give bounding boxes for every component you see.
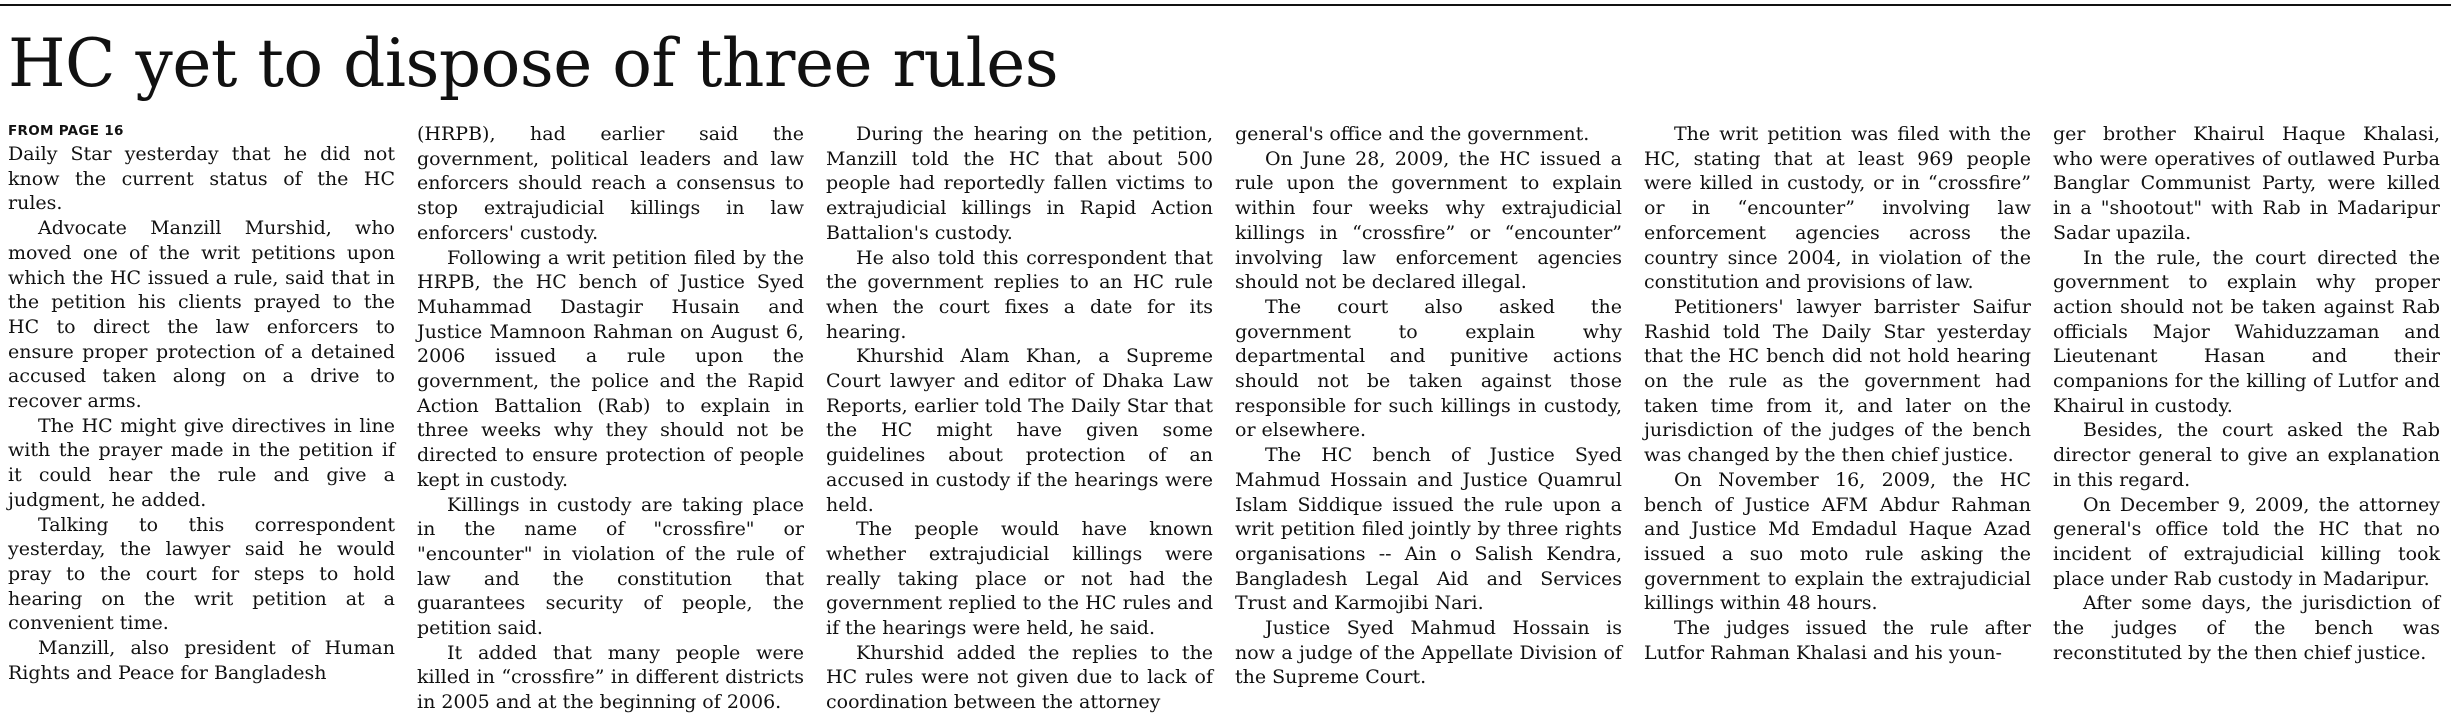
paragraph: Khurshid Alam Khan, a Supreme Court lawyer and editor of Dhaka Law Reports, earlier told The Daily Star that the HC might have given some guidelines about protection of an accused in custody if the hearings were held.	[826, 345, 1213, 516]
headline: HC yet to dispose of three rules	[8, 25, 1059, 102]
jump-line: FROM PAGE 16	[8, 123, 124, 139]
paragraph: Advocate Manzill Murshid, who moved one of the writ petitions upon which the HC issued a rule, said that in the petition his clients prayed to the HC to direct the law enforcers to ensure proper protection of a detained accused taken along on a drive to recover arms.	[8, 217, 395, 413]
paragraph: Killings in custody are taking place in the name of "crossfire" or "encounter" in violation of the rule of law and the constitution that guarantees security of people, the petition said.	[417, 493, 804, 640]
paragraph: The court also asked the government to explain why departmental and punitive actions should not be taken against those responsible for such killings in custody, or elsewhere.	[1235, 295, 1622, 442]
paragraph: In the rule, the court directed the government to explain why proper action should not be taken against Rab officials Major Wahiduzzaman and Lieutenant Hasan and their companions for the killing of Lutfor and Khairul in custody.	[2053, 246, 2440, 417]
paragraph: The people would have known whether extrajudicial killings were really taking place or not had the government replied to the HC rules and if the hearings were held, he said.	[826, 518, 1213, 640]
paragraph: The HC might give directives in line with the prayer made in the petition if it could hear the rule and give a judgment, he added.	[8, 414, 395, 511]
paragraph: Talking to this correspondent yesterday, the lawyer said he would pray to the court for steps to hold hearing on the writ petition at a convenient time.	[8, 513, 395, 635]
article-column-6	[2053, 122, 2440, 722]
paragraph: The writ petition was filed with the HC, stating that at least 969 people were killed in custody, or in “crossfire” or in “encounter” involving law enforcement agencies across the country since 2004, in violation of the constitution and provisions of law.	[1644, 123, 2031, 294]
paragraph: Besides, the court asked the Rab director general to give an explanation in this regard.	[2053, 419, 2440, 491]
paragraph: (HRPB), had earlier said the government, political leaders and law enforcers should reach a consensus to stop extrajudicial killings in law enforcers' custody.	[417, 123, 804, 244]
paragraph: It added that many people were killed in “crossfire” in different districts in 2005 and at the beginning of 2006.	[417, 641, 804, 714]
paragraph: The HC bench of Justice Syed Mahmud Hossain and Justice Quamrul Islam Siddique issued the rule upon a writ petition filed jointly by three rights organisations -- Ain o Salish Kendra, Bangladesh Legal Aid and Services Trust and Karmojibi Nari.	[1235, 444, 1622, 615]
article-column-4	[1235, 122, 1622, 722]
paragraph: On November 16, 2009, the HC bench of Justice AFM Abdur Rahman and Justice Md Emdadul Haque Azad issued a suo moto rule asking the government to explain the extrajudicial killings within 48 hours.	[1644, 468, 2031, 615]
paragraph: ger brother Khairul Haque Khalasi, who were operatives of outlawed Purba Banglar Communist Party, were killed in a "shootout" with Rab in Madaripur Sadar upazila.	[2053, 123, 2440, 244]
paragraph: During the hearing on the petition, Manzill told the HC that about 500 people had reportedly fallen victims to extrajudicial killings in Rapid Action Battalion's custody.	[826, 123, 1213, 244]
paragraph: On June 28, 2009, the HC issued a rule upon the government to explain within four weeks why extrajudicial killings in “crossfire” or “encounter” involving law enforcement agencies should not be declared illegal.	[1235, 147, 1622, 294]
paragraph: Khurshid added the replies to the HC rules were not given due to lack of coordination between the attorney	[826, 641, 1213, 714]
paragraph: Following a writ petition filed by the HRPB, the HC bench of Justice Syed Muhammad Dastagir Husain and Justice Mamnoon Rahman on August 6, 2006 issued a rule upon the government, the police and the Rapid Action Battalion (Rab) to explain in three weeks why they should not be directed to ensure protection of people kept in custody.	[417, 246, 804, 491]
article-column-5	[1644, 122, 2031, 722]
paragraph: Petitioners' lawyer barrister Saifur Rashid told The Daily Star yesterday that the HC bench did not hold hearing on the rule as the government had taken time from it, and later on the jurisdiction of the judges of the bench was changed by the then chief justice.	[1644, 295, 2031, 467]
top-rule	[0, 4, 2451, 6]
paragraph: He also told this correspondent that the government replies to an HC rule when the court fixes a date for its hearing.	[826, 246, 1213, 343]
article-column-1	[8, 122, 395, 722]
paragraph: Daily Star yesterday that he did not know the current status of the HC rules.	[8, 143, 395, 215]
paragraph: After some days, the jurisdiction of the judges of the bench was reconstituted by the then chief justice.	[2053, 592, 2440, 664]
article-column-3	[826, 122, 1213, 722]
article-column-2	[417, 122, 804, 722]
paragraph: general's office and the government.	[1235, 123, 1590, 145]
paragraph: Justice Syed Mahmud Hossain is now a judge of the Appellate Division of the Supreme Court.	[1235, 617, 1622, 689]
article-body	[8, 122, 2440, 722]
paragraph: On December 9, 2009, the attorney general's office told the HC that no incident of extrajudicial killing took place under Rab custody in Madaripur.	[2053, 493, 2440, 590]
paragraph: Manzill, also president of Human Rights and Peace for Bangladesh	[8, 637, 395, 684]
paragraph: The judges issued the rule after Lutfor Rahman Khalasi and his youn-	[1644, 617, 2031, 664]
